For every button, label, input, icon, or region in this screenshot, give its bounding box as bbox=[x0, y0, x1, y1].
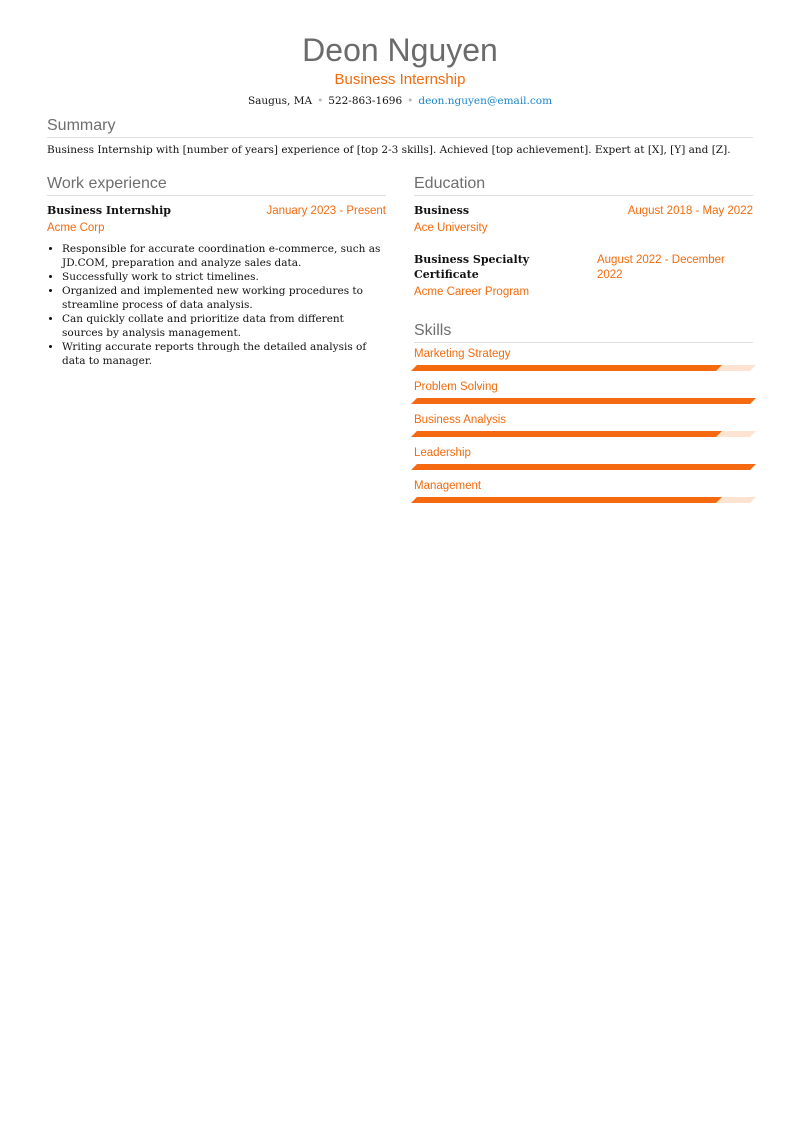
skill-bar bbox=[411, 365, 756, 371]
skill-bar bbox=[411, 431, 756, 437]
job-title: Business Internship bbox=[47, 204, 171, 217]
email-link[interactable]: deon.nguyen@email.com bbox=[418, 95, 553, 107]
degree-institution: Ace University bbox=[414, 222, 488, 234]
degree-title: Business Specialty Certificate bbox=[414, 253, 530, 281]
skill-label: Marketing Strategy bbox=[414, 348, 511, 360]
skills-list bbox=[414, 345, 753, 510]
summary-section bbox=[47, 116, 753, 157]
skill-label: Management bbox=[414, 480, 482, 492]
right-column bbox=[414, 174, 753, 510]
skill-label: Business Analysis bbox=[414, 414, 507, 426]
skill-item bbox=[414, 345, 753, 378]
job-bullet: • Writing accurate reports through the detailed analysis of data to manager. bbox=[62, 340, 386, 368]
skill-bar-fill bbox=[411, 365, 722, 371]
candidate-name: Deon Nguyen bbox=[302, 32, 498, 68]
skill-bar-fill bbox=[411, 431, 722, 437]
summary-text: Business Internship with [number of years] experience of [top 2-3 skills]. Achieved [top achievement]. Expert at [X], [Y] and [Z]. bbox=[47, 144, 731, 156]
skill-bar-fill bbox=[411, 464, 756, 470]
education-entry bbox=[414, 252, 753, 300]
degree-title: Business bbox=[414, 204, 470, 217]
skill-label: Leadership bbox=[414, 447, 471, 459]
skills-section bbox=[414, 321, 753, 510]
separator-dot: • bbox=[407, 95, 414, 107]
degree-date: August 2018 - May 2022 bbox=[627, 205, 753, 217]
job-bullets bbox=[47, 242, 386, 368]
contact-line bbox=[0, 94, 800, 108]
degree-institution: Acme Career Program bbox=[414, 286, 530, 298]
skill-label: Problem Solving bbox=[414, 381, 498, 393]
job-bullet: • Organized and implemented new working procedures to streamline process of data analysis. bbox=[62, 284, 386, 312]
degree-date: August 2022 - December 2022 bbox=[596, 254, 725, 281]
skill-item bbox=[414, 444, 753, 477]
job-bullet: • Responsible for accurate coordination e-commerce, such as JD.COM, preparation and analyze sales data. bbox=[62, 242, 386, 270]
job-bullet: • Successfully work to strict timelines. bbox=[62, 270, 386, 284]
resume-header bbox=[0, 30, 800, 108]
skill-bar-fill bbox=[411, 497, 722, 503]
education-entry-head bbox=[414, 252, 753, 283]
phone-text: 522-863-1696 bbox=[328, 95, 403, 107]
job-bullet: • Can quickly collate and prioritize data from different sources by analysis management. bbox=[62, 312, 386, 340]
skill-bar-fill bbox=[411, 398, 756, 404]
education-entry-head bbox=[414, 203, 753, 219]
separator-dot: • bbox=[317, 95, 324, 107]
skill-item bbox=[414, 477, 753, 510]
skill-item bbox=[414, 411, 753, 444]
work-experience-section bbox=[47, 174, 386, 368]
job-company: Acme Corp bbox=[47, 222, 105, 234]
education-title: Education bbox=[414, 174, 753, 196]
skill-bar bbox=[411, 464, 756, 470]
skill-bar bbox=[411, 398, 756, 404]
skill-item bbox=[414, 378, 753, 411]
summary-title: Summary bbox=[47, 116, 753, 138]
skills-title: Skills bbox=[414, 321, 753, 343]
skill-bar bbox=[411, 497, 756, 503]
work-entry bbox=[47, 203, 386, 368]
work-entry-head bbox=[47, 203, 386, 219]
location-text: Saugus, MA bbox=[247, 95, 313, 107]
education-entry bbox=[414, 203, 753, 236]
job-date: January 2023 - Present bbox=[266, 205, 386, 217]
work-experience-title: Work experience bbox=[47, 174, 386, 196]
candidate-role: Business Internship bbox=[334, 71, 466, 88]
